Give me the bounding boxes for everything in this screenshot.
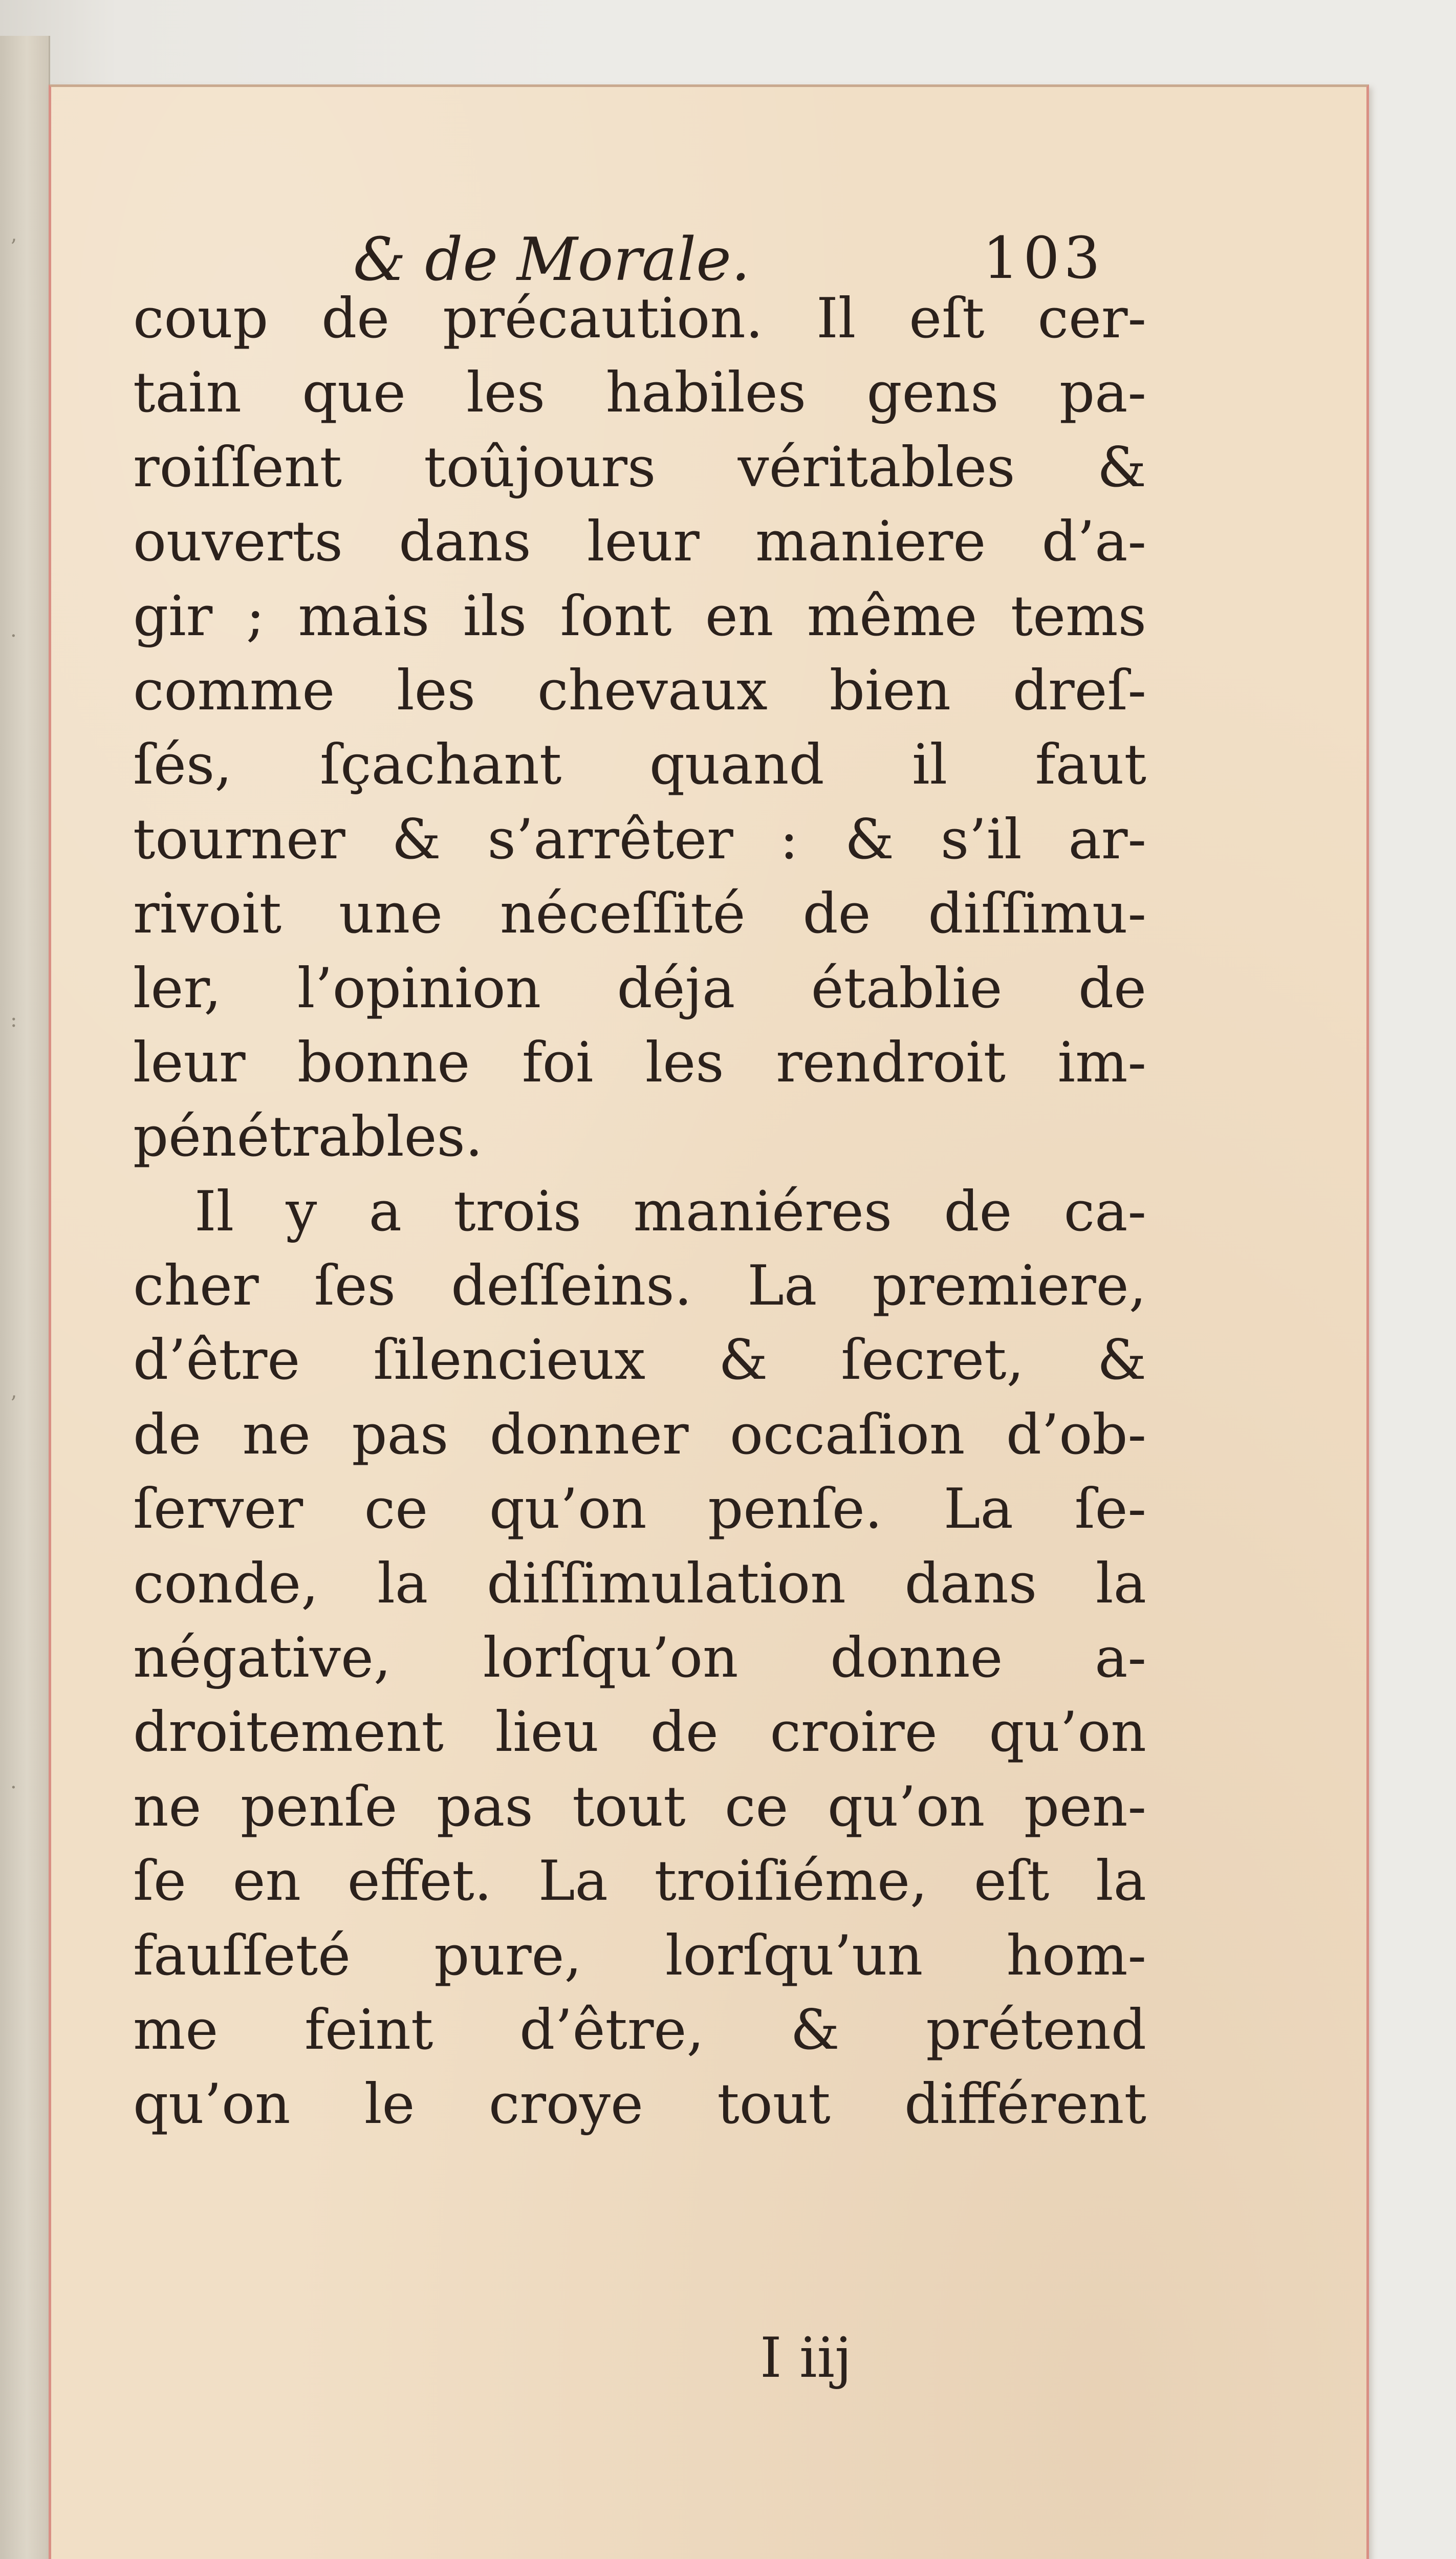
- text-line: rivoit une néceſſité de diſſimu-: [133, 882, 1146, 946]
- running-head: & de Morale.: [353, 225, 750, 294]
- page-number: 103: [983, 225, 1104, 292]
- text-line: coup de précaution. Il eſt cer-: [133, 287, 1146, 351]
- text-line: Il y a trois maniéres de ca-: [194, 1179, 1146, 1244]
- text-line: pénétrables.: [133, 1105, 483, 1169]
- text-line: ſés, ſçachant quand il faut: [133, 733, 1146, 797]
- bleed-mark: :: [10, 1008, 17, 1032]
- text-line: me feint d’être, & prétend: [133, 1998, 1146, 2062]
- text-line: ne penſe pas tout ce qu’on pen-: [133, 1774, 1146, 1839]
- text-line: leur bonne foi les rendroit im-: [133, 1030, 1146, 1095]
- text-line: fauſſeté pure, lorſqu’un hom-: [133, 1923, 1146, 1988]
- text-line: conde, la diſſimulation dans la: [133, 1551, 1146, 1616]
- text-line: ſerver ce qu’on penſe. La ſe-: [133, 1477, 1146, 1542]
- bleed-mark: ·: [10, 1776, 17, 1799]
- bleed-mark: ’: [10, 1392, 17, 1416]
- text-line: de ne pas donner occaſion d’ob-: [133, 1402, 1146, 1467]
- binding-gutter: [0, 36, 50, 2559]
- text-line: ouverts dans leur maniere d’a-: [133, 510, 1146, 574]
- text-line: négative, lorſqu’on donne a-: [133, 1626, 1146, 1690]
- signature-mark: I iij: [760, 2326, 852, 2390]
- text-line: ſe en effet. La troiſiéme, eſt la: [133, 1849, 1146, 1914]
- book-page: [49, 84, 1369, 2559]
- bleed-mark: ·: [10, 624, 17, 648]
- text-line: qu’on le croye tout différent: [133, 2072, 1146, 2137]
- text-line: cher ſes deſſeins. La premiere,: [133, 1254, 1146, 1318]
- text-line: comme les chevaux bien dreſ-: [133, 658, 1146, 723]
- text-line: tain que les habiles gens pa-: [133, 361, 1146, 425]
- text-line: roiſſent toûjours véritables &: [133, 435, 1146, 500]
- text-line: d’être ſilencieux & ſecret, &: [133, 1328, 1146, 1393]
- bleed-mark: ’: [10, 235, 17, 259]
- body-text: [133, 281, 1146, 2142]
- text-line: ler, l’opinion déja établie de: [133, 956, 1146, 1021]
- text-line: gir ; mais ils ſont en même tems: [133, 584, 1146, 648]
- text-line: tourner & s’arrêter : & s’il ar-: [133, 807, 1146, 872]
- text-line: droitement lieu de croire qu’on: [133, 1700, 1146, 1765]
